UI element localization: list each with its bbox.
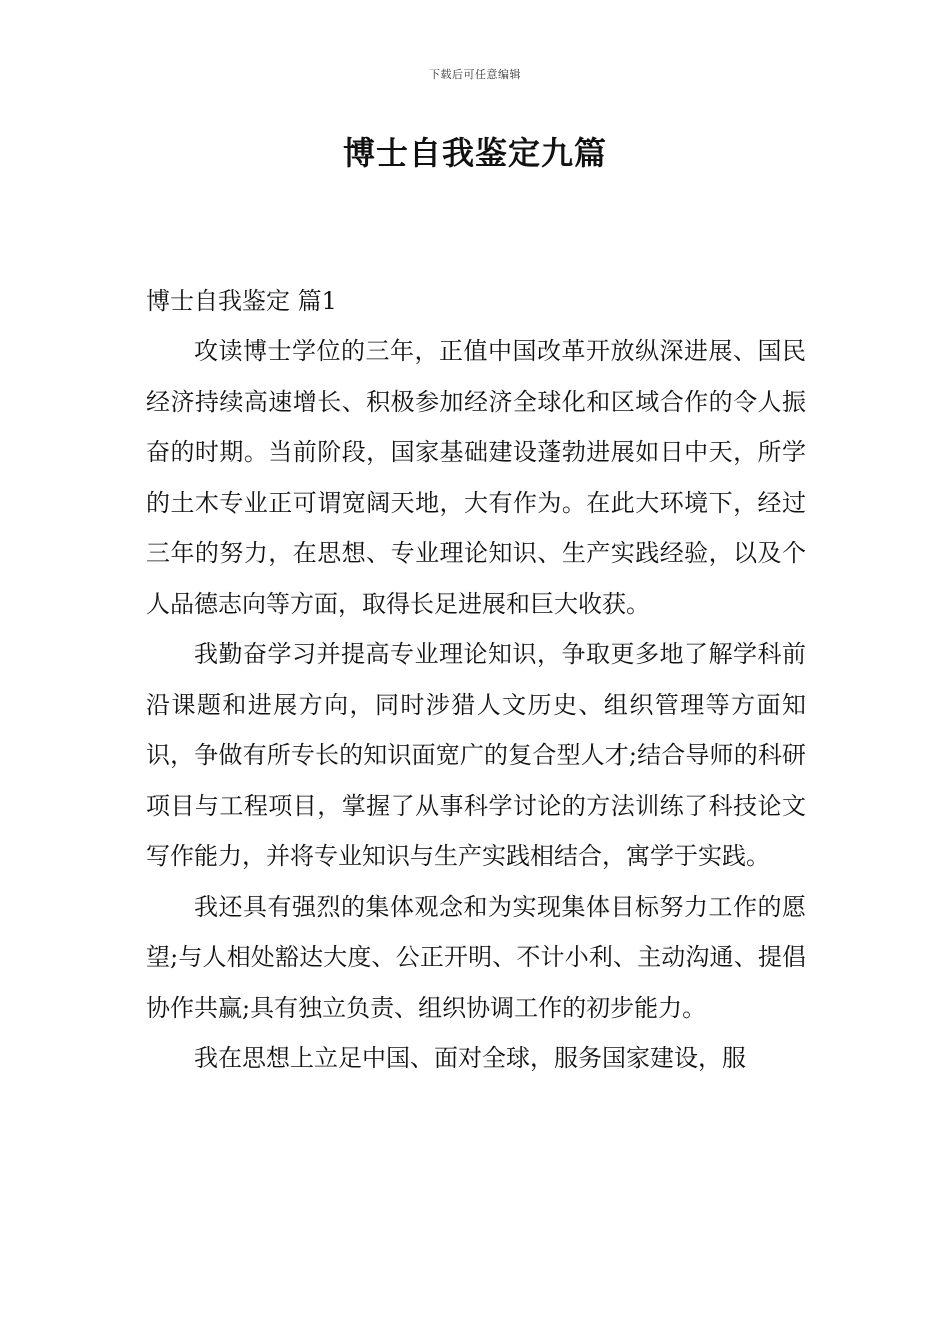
paragraph-4: 我在思想上立足中国、面对全球，服务国家建设，服 [194,1044,746,1072]
header-note: 下载后可任意编辑 [429,68,521,81]
document-title: 博士自我鉴定九篇 [342,134,607,172]
document-body [146,276,806,1084]
paragraph-3: 我还具有强烈的集体观念和为实现集体目标努力工作的愿望;与人相处豁达大度、公正开明、不计小利、主动沟通、提倡协作共赢;具有独立负责、组织协调工作的初步能力。 [146,892,806,1022]
paragraph-1: 攻读博士学位的三年，正值中国改革开放纵深进展、国民经济持续高速增长、积极参加经济全球化和区域合作的令人振奋的时期。当前阶段，国家基础建设蓬勃进展如日中天，所学的土木专业正可谓宽阔天地，大有作为。在此大环境下，经过三年的努力，在思想、专业理论知识、生产实践经验，以及个人品德志向等方面，取得长足进展和巨大收获。 [146,337,806,618]
paragraph-2: 我勤奋学习并提高专业理论知识，争取更多地了解学科前沿课题和进展方向，同时涉猎人文历史、组织管理等方面知识，争做有所专长的知识面宽广的复合型人才;结合导师的科研项目与工程项目，掌握了从事科学讨论的方法训练了科技论文写作能力，并将专业知识与生产实践相结合，寓学于实践。 [146,640,806,870]
section-heading: 博士自我鉴定 篇1 [146,287,337,315]
